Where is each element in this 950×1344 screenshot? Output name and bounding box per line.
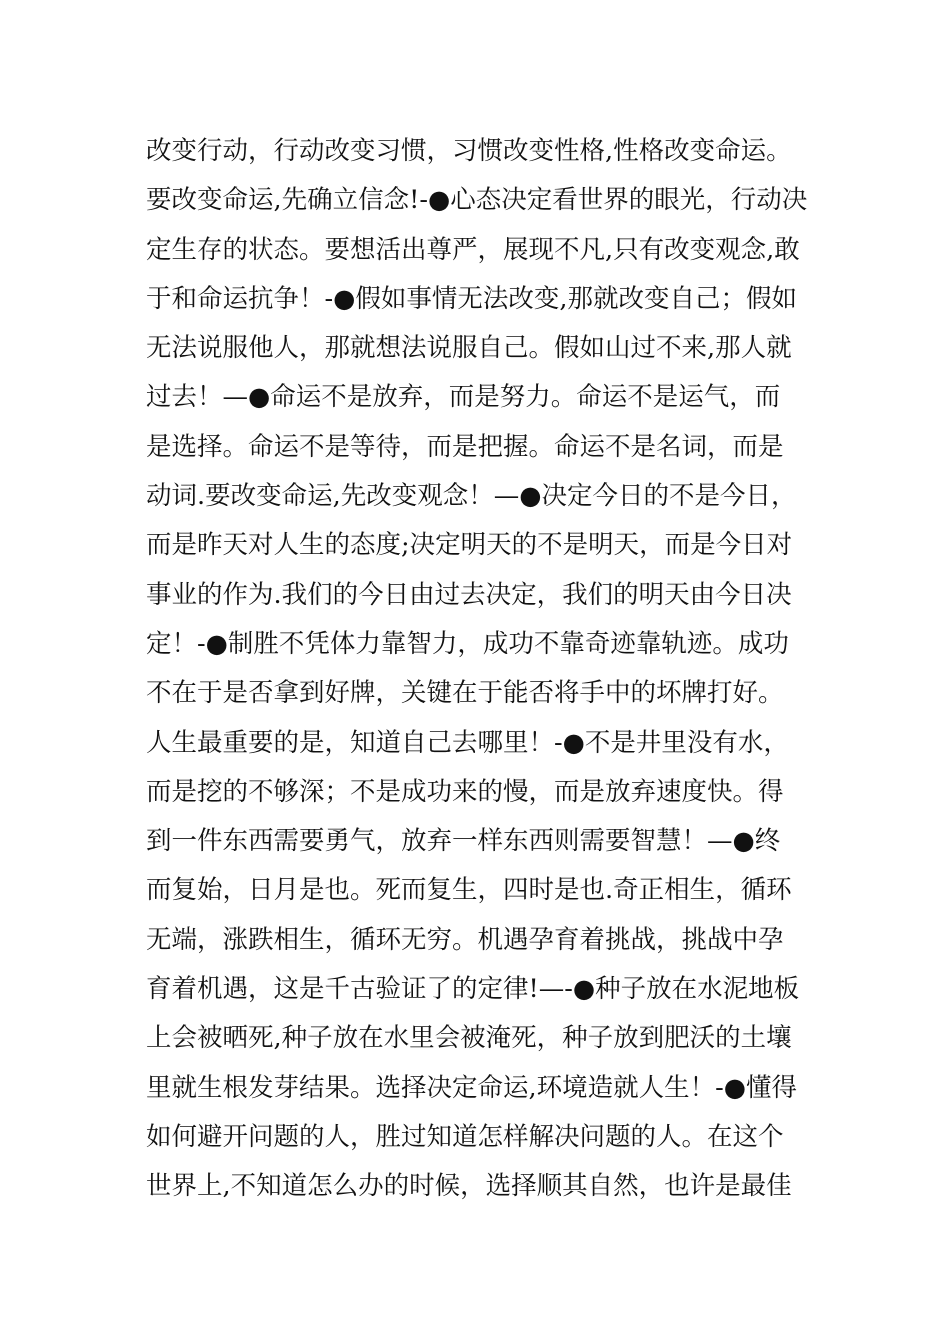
text-line: 里就生根发芽结果。选择决定命运,环境造就人生！-●懂得 [146,1072,797,1103]
text-line: 动词.要改变命运,先改变观念！—●决定今日的不是今日， [146,481,797,512]
text-line: 无端，涨跌相生，循环无穷。机遇孕育着挑战，挑战中孕 [146,924,784,955]
text-line: 到一件东西需要勇气，放弃一样东西则需要智慧！—●终 [146,826,781,857]
text-line: 改变行动，行动改变习惯，习惯改变性格,性格改变命运。 [146,136,792,166]
text-line: 于和命运抗争！-●假如事情无法改变,那就改变自己；假如 [146,283,797,314]
text-line: 过去！—●命运不是放弃，而是努力。命运不是运气，而 [146,382,781,413]
text-line: 定生存的状态。要想活出尊严，展现不凡,只有改变观念,敢 [146,234,800,265]
text-line: 事业的作为.我们的今日由过去决定，我们的明天由今日决 [146,579,792,610]
text-line: 是选择。命运不是等待，而是把握。命运不是名词，而是 [146,431,784,462]
text-line: 定！-●制胜不凭体力靠智力，成功不靠奇迹靠轨迹。成功 [146,628,789,659]
text-line: 无法说服他人，那就想法说服自己。假如山过不来,那人就 [146,333,792,364]
text-line: 而复始，日月是也。死而复生，四时是也.奇正相生，循环 [146,875,792,906]
text-line: 上会被晒死,种子放在水里会被淹死，种子放到肥沃的土壤 [146,1023,792,1054]
text-line: 如何避开问题的人，胜过知道怎样解决问题的人。在这个 [146,1121,784,1152]
text-line: 而是昨天对人生的态度;决定明天的不是明天，而是今日对 [146,530,793,561]
text-line: 而是挖的不够深；不是成功来的慢，而是放弃速度快。得 [146,776,784,807]
body-text [146,127,826,1212]
text-line: 世界上,不知道怎么办的时候，选择顺其自然，也许是最佳 [146,1171,792,1202]
text-line: 人生最重要的是，知道自己去哪里！-●不是井里没有水， [146,727,789,758]
text-line: 育着机遇，这是千古验证了的定律!—-●种子放在水泥地板 [146,974,800,1005]
text-line: 不在于是否拿到好牌，关键在于能否将手中的坏牌打好。 [146,678,784,709]
text-line: 要改变命运,先确立信念!-●心态决定看世界的眼光，行动决 [146,185,808,216]
